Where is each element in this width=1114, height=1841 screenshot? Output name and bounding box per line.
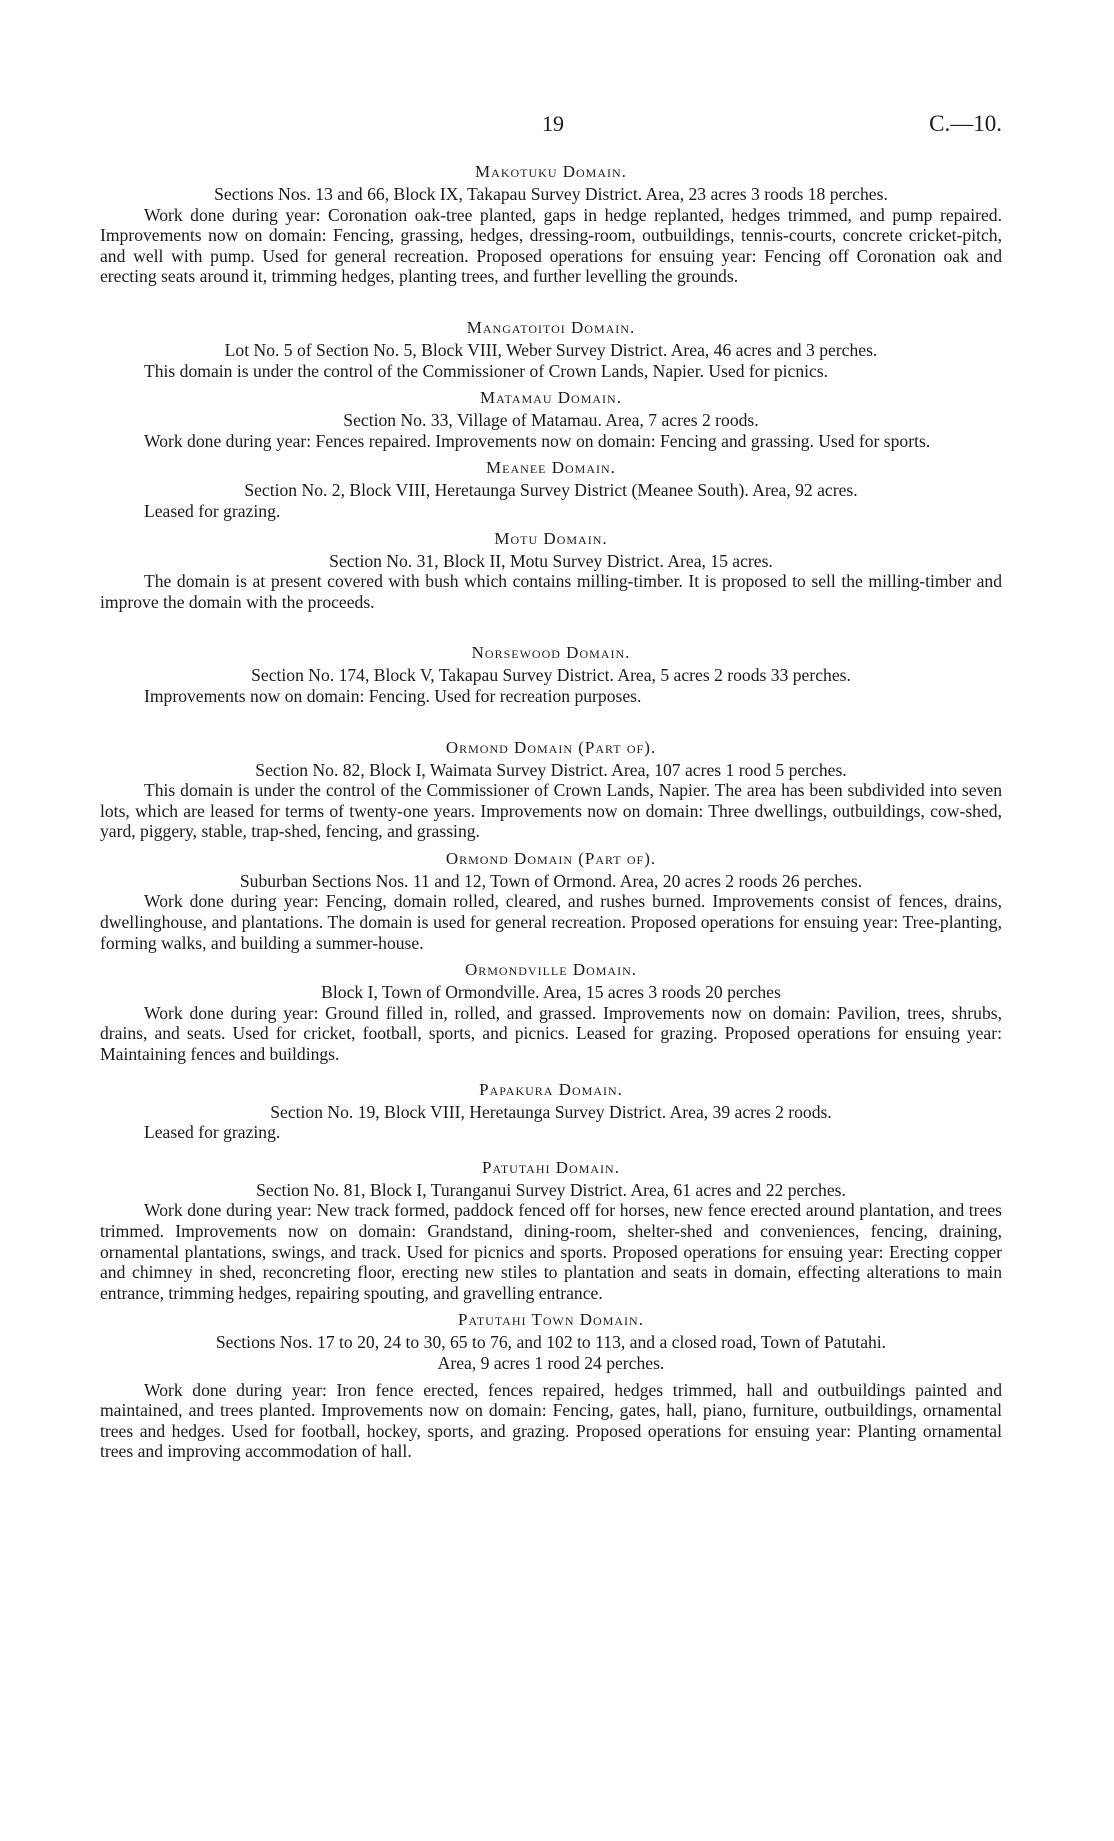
section-location: Sections Nos. 17 to 20, 24 to 30, 65 to 76, and 102 to 113, and a closed road, Town of Patutahi. [215,1332,887,1353]
section-location: Lot No. 5 of Section No. 5, Block VIII, Weber Survey District. Area, 46 acres and 3 perches. [224,339,878,360]
section-location: Section No. 19, Block VIII, Heretaunga Survey District. Area, 39 acres 2 roods. [270,1101,832,1122]
section-mangatoitoi-domain [100,317,1002,381]
document-body [100,161,1002,1462]
section-heading: Papakura Domain. [479,1079,623,1099]
section-text: Work done during year: Ground filled in, rolled, and grassed. Improvements now on domain: Pavilion, trees, shrubs, drains, and seats. Used for cricket, football, sports, and picnics. Leased for grazing. Proposed operations for ensuing year: Maintaining fences and buildings. [100,1002,1002,1065]
section-text: Work done during year: Fences repaired. Improvements now on domain: Fencing and grassing. Used for sports. [144,430,931,451]
section-location: Section No. 81, Block I, Turanganui Survey District. Area, 61 acres and 22 perches. [256,1179,846,1200]
section-ormond-domain-part-1 [100,737,1002,842]
section-motu-domain [100,528,1002,613]
section-makotuku-domain [100,161,1002,287]
section-heading: Matamau Domain. [480,388,622,408]
section-heading: Mangatoitoi Domain. [466,317,636,337]
section-location: Section No. 174, Block V, Takapau Survey District. Area, 5 acres 2 roods 33 perches. [251,665,851,686]
section-location-area: Area, 9 acres 1 rood 24 perches. [437,1352,665,1373]
section-heading: Norsewood Domain. [471,643,631,663]
section-meanee-domain [100,457,1002,521]
section-location: Suburban Sections Nos. 11 and 12, Town of Ormond. Area, 20 acres 2 roods 26 perches. [239,870,863,891]
page-number: 19 [542,111,564,136]
section-text: Leased for grazing. [144,500,281,521]
section-heading: Motu Domain. [494,528,608,548]
section-heading: Ormond Domain (Part of). [445,848,657,868]
document-series: C.—10. [929,111,1002,136]
section-text: Work done during year: New track formed, paddock fenced off for horses, new fence erected around plantation, and trees trimmed. Improvements now on domain: Grandstand, dining-room, shelter-shed and conveniences, fencing, draining, ornamental plantations, swings, and track. Used for picnics and sports. Proposed operations for ensuing year: Erecting copper and chimney in shed, reconcreting floor, erecting new stiles to plantation and seats in domain, effecting alterations to main entrance, trimming hedges, repairing spouting, and gravelling entrance. [100,1200,1002,1303]
section-location: Section No. 33, Village of Matamau. Area, 7 acres 2 roods. [343,410,759,431]
section-heading: Ormondville Domain. [464,960,638,980]
section-location: Section No. 2, Block VIII, Heretaunga Survey District (Meanee South). Area, 92 acres. [244,480,858,501]
section-heading: Patutahi Town Domain. [458,1310,644,1330]
section-text: The domain is at present covered with bush which contains milling-timber. It is proposed to sell the milling-timber and improve the domain with the proceeds. [100,571,1002,612]
section-text: This domain is under the control of the Commissioner of Crown Lands, Napier. The area has been subdivided into seven lots, which are leased for terms of twenty-one years. Improvements now on domain: Three dwellings, outbuildings, cow-shed, yard, piggery, stable, trap-shed, fencing, and grassing. [100,780,1002,842]
section-text: Work done during year: Iron fence erected, fences repaired, hedges trimmed, hall and outbuildings painted and maintained, and trees planted. Improvements now on domain: Fencing, gates, hall, piano, furniture, outbuildings, ornamental trees and hedges. Used for football, hockey, sports, and grazing. Proposed operations for ensuing year: Planting ornamental trees and improving accommodation of hall. [100,1379,1002,1462]
section-location: Block I, Town of Ormondville. Area, 15 acres 3 roods 20 perches [321,982,781,1003]
page-header [100,111,1002,141]
section-text: Leased for grazing. [144,1122,281,1143]
section-papakura-domain [100,1079,1002,1143]
section-location: Sections Nos. 13 and 66, Block IX, Takapau Survey District. Area, 23 acres 3 roods 18 perches. [214,184,888,204]
section-heading: Makotuku Domain. [475,162,627,181]
section-text: Improvements now on domain: Fencing. Used for recreation purposes. [144,685,642,706]
section-text: Work done during year: Coronation oak-tree planted, gaps in hedge replanted, hedges trimmed, and pump repaired. Improvements now on domain: Fencing, grassing, hedges, dressing-room, outbuildings, tennis-courts, concrete cricket-pitch, and well with pump. Used for general recreation. Proposed operations for ensuing year: Fencing off Coronation oak and erecting seats around it, trimming hedges, planting trees, and further levelling the grounds. [100,204,1002,287]
section-heading: Ormond Domain (Part of). [445,737,657,757]
section-text: This domain is under the control of the Commissioner of Crown Lands, Napier. Used for picnics. [144,360,829,381]
section-heading: Meanee Domain. [486,458,616,478]
section-location: Section No. 82, Block I, Waimata Survey District. Area, 107 acres 1 rood 5 perches. [255,759,847,780]
section-norsewood-domain [100,642,1002,706]
section-patutahi-domain [100,1157,1002,1304]
section-ormond-domain-part-2 [100,848,1002,953]
section-heading: Patutahi Domain. [482,1157,620,1177]
section-patutahi-town-domain [100,1309,1002,1462]
section-matamau-domain [100,387,1002,451]
section-ormondville-domain [100,959,1002,1064]
section-text: Work done during year: Fencing, domain rolled, cleared, and rushes burned. Improvements consist of fences, drains, dwellinghouse, and plantations. The domain is used for general recreation. Proposed operations for ensuing year: Tree-planting, forming walks, and building a summer-house. [100,891,1002,953]
section-location: Section No. 31, Block II, Motu Survey District. Area, 15 acres. [329,550,773,571]
